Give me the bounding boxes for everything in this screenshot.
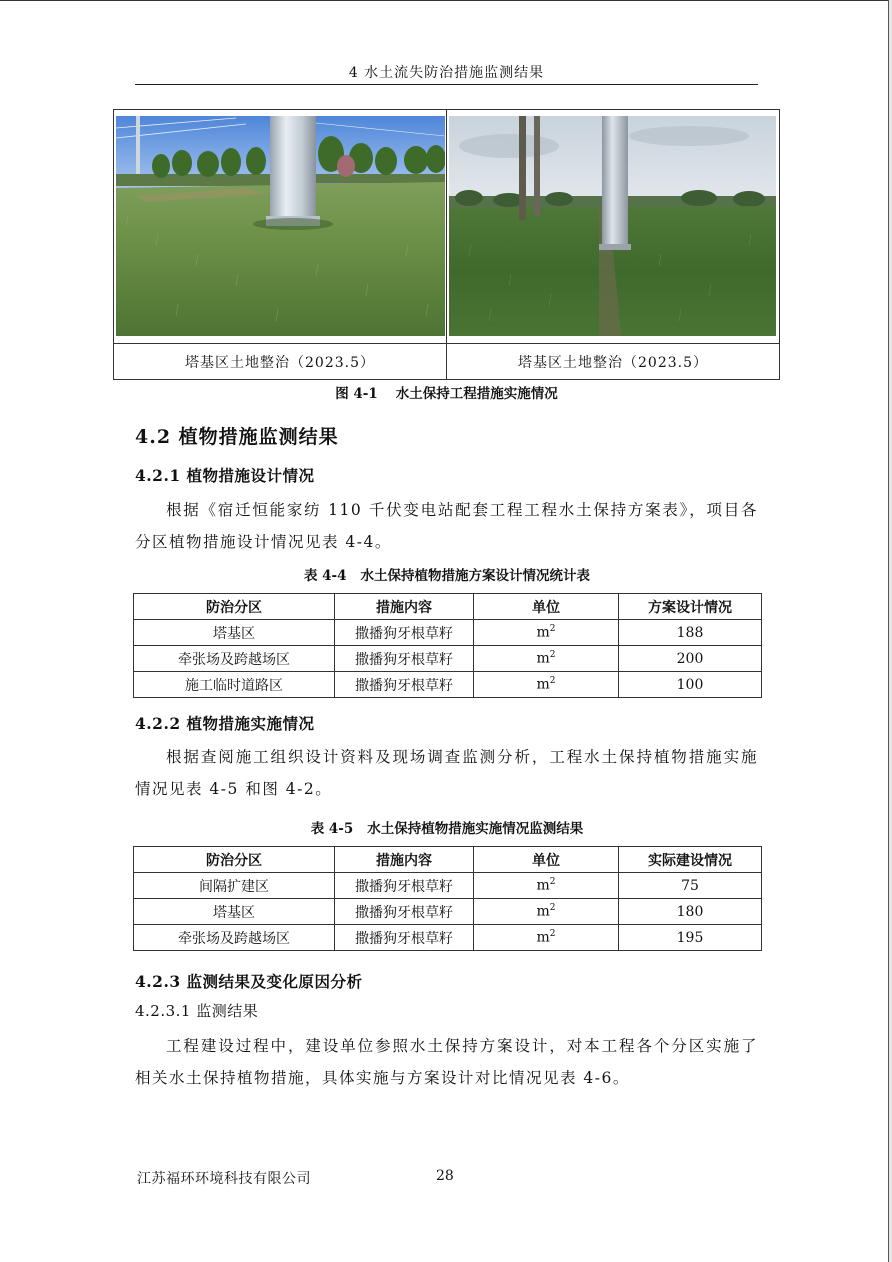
table-4-5-number: 表 4-5 — [310, 821, 354, 837]
value-cell: 100 — [619, 672, 762, 698]
photo-tower-base-right — [449, 116, 776, 336]
unit-exponent: 2 — [549, 877, 556, 888]
zone-cell: 塔基区 — [134, 899, 335, 925]
value-cell: 200 — [619, 646, 762, 672]
figure-caption-number: 图 4-1 — [335, 386, 378, 402]
page-right-edge — [888, 0, 889, 1262]
measure-cell: 撒播狗牙根草籽 — [335, 925, 474, 951]
measure-cell: 撒播狗牙根草籽 — [335, 899, 474, 925]
unit-cell — [474, 899, 619, 925]
unit-cell — [474, 620, 619, 646]
column-header: 措施内容 — [335, 847, 474, 873]
column-header: 方案设计情况 — [619, 594, 762, 620]
unit-cell — [474, 925, 619, 951]
measure-cell: 撒播狗牙根草籽 — [335, 873, 474, 899]
figure-column-divider — [446, 110, 447, 379]
unit-base: m — [536, 877, 550, 894]
table-4-5 — [133, 846, 762, 951]
zone-cell: 牵张场及跨越场区 — [134, 925, 335, 951]
table-4-5-title: 水土保持植物措施实施情况监测结果 — [367, 821, 584, 837]
photo-figure-table — [113, 109, 780, 380]
measure-cell: 撒播狗牙根草籽 — [335, 620, 474, 646]
photo-tower-base-left — [116, 116, 445, 336]
table-row — [134, 672, 762, 698]
zone-cell: 间隔扩建区 — [134, 873, 335, 899]
table-row — [134, 899, 762, 925]
page-top-edge — [0, 0, 888, 1]
unit-base: m — [536, 624, 550, 641]
column-header: 防治分区 — [134, 594, 335, 620]
unit-exponent: 2 — [549, 624, 556, 635]
paragraph-4-2-2: 根据查阅施工组织设计资料及现场调查监测分析，工程水土保持植物措施实施情况见表 4-5 和图 4-2。 — [135, 748, 758, 798]
header-rule — [135, 84, 758, 85]
column-header: 单位 — [474, 594, 619, 620]
subsection-heading-4-2-3: 4.2.3 监测结果及变化原因分析 — [135, 972, 363, 991]
column-header: 实际建设情况 — [619, 847, 762, 873]
value-cell: 180 — [619, 899, 762, 925]
unit-base: m — [536, 650, 550, 667]
paragraph-4-2-3-1: 工程建设过程中，建设单位参照水土保持方案设计，对本工程各个分区实施了相关水土保持植物措施，具体实施与方案设计对比情况见表 4-6。 — [135, 1037, 758, 1087]
table-row — [134, 925, 762, 951]
section-heading: 4.2 植物措施监测结果 — [135, 426, 339, 448]
value-cell: 188 — [619, 620, 762, 646]
unit-exponent: 2 — [549, 903, 556, 914]
zone-cell: 施工临时道路区 — [134, 672, 335, 698]
subsubsection-heading-4-2-3-1: 4.2.3.1 监测结果 — [135, 1002, 259, 1020]
paragraph-4-2-1: 根据《宿迁恒能家纺 110 千伏变电站配套工程工程水土保持方案表》，项目各分区植物措施设计情况见表 4-4。 — [135, 501, 758, 551]
measure-cell: 撒播狗牙根草籽 — [335, 646, 474, 672]
table-4-4-number: 表 4-4 — [303, 568, 347, 584]
unit-exponent: 2 — [549, 929, 556, 940]
table-4-4 — [133, 593, 762, 698]
unit-cell — [474, 672, 619, 698]
value-cell: 195 — [619, 925, 762, 951]
column-header: 措施内容 — [335, 594, 474, 620]
figure-row-divider — [114, 343, 779, 344]
measure-cell: 撒播狗牙根草籽 — [335, 672, 474, 698]
footer-company: 江苏福环环境科技有限公司 — [137, 1171, 311, 1187]
unit-exponent: 2 — [549, 650, 556, 661]
running-header: 4 水土流失防治措施监测结果 — [348, 65, 545, 81]
photo-caption-right: 塔基区土地整治（2023.5） — [518, 355, 708, 371]
zone-cell: 牵张场及跨越场区 — [134, 646, 335, 672]
unit-cell — [474, 646, 619, 672]
column-header: 单位 — [474, 847, 619, 873]
table-row — [134, 620, 762, 646]
unit-base: m — [536, 929, 550, 946]
subsection-heading-4-2-2: 4.2.2 植物措施实施情况 — [135, 714, 315, 733]
table-4-4-caption — [133, 564, 761, 584]
unit-base: m — [536, 903, 550, 920]
table-header-row — [134, 847, 762, 873]
table-row — [134, 873, 762, 899]
column-header: 防治分区 — [134, 847, 335, 873]
unit-cell — [474, 873, 619, 899]
page-number: 28 — [436, 1168, 454, 1184]
figure-caption — [113, 382, 780, 402]
table-4-5-caption — [133, 817, 761, 837]
zone-cell: 塔基区 — [134, 620, 335, 646]
photo-caption-left: 塔基区土地整治（2023.5） — [185, 355, 375, 371]
table-row — [134, 646, 762, 672]
subsection-heading-4-2-1: 4.2.1 植物措施设计情况 — [135, 466, 315, 485]
table-4-4-title: 水土保持植物措施方案设计情况统计表 — [360, 568, 591, 584]
value-cell: 75 — [619, 873, 762, 899]
table-header-row — [134, 594, 762, 620]
unit-exponent: 2 — [549, 676, 556, 687]
figure-caption-text: 水土保持工程措施实施情况 — [395, 386, 558, 402]
unit-base: m — [536, 676, 550, 693]
